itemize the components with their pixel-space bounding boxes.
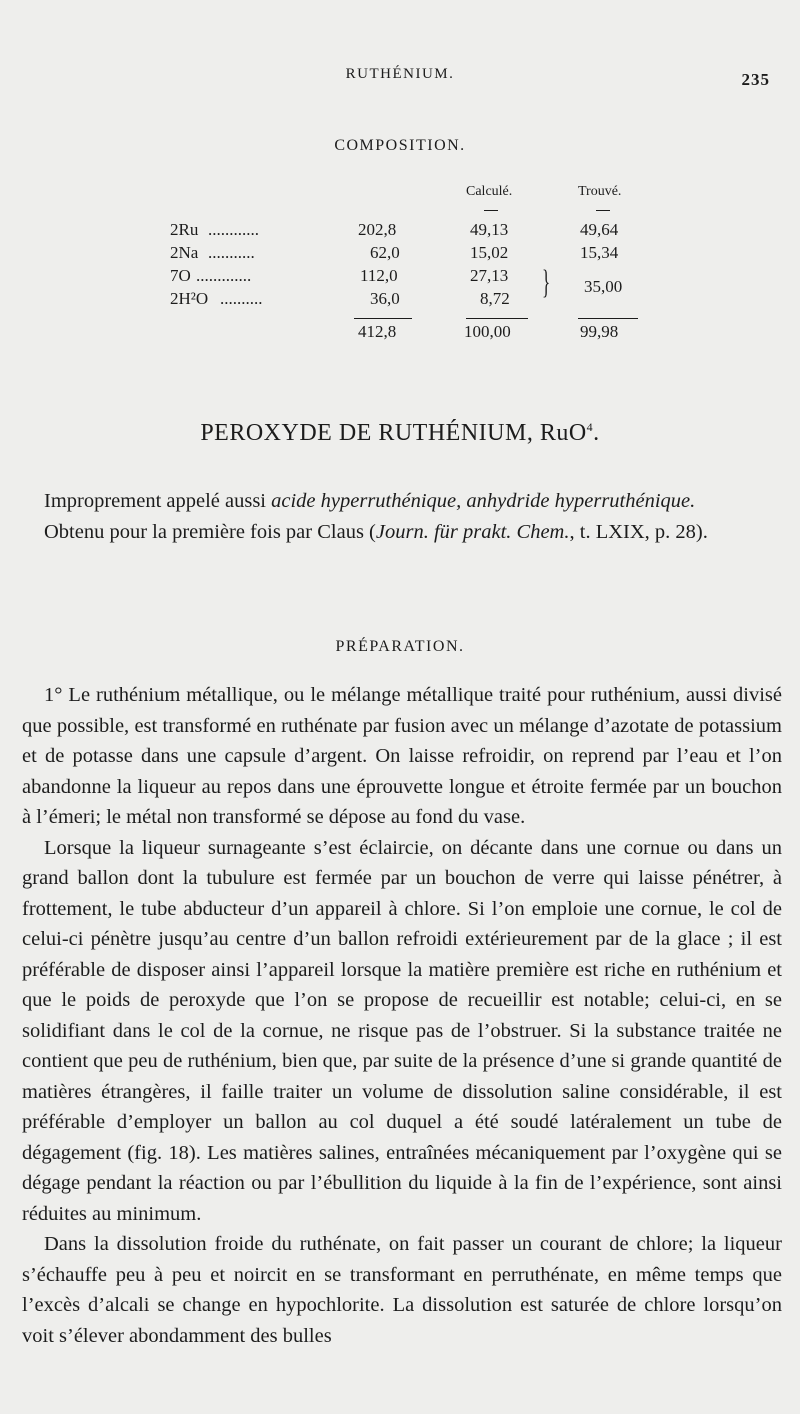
total-rule-weight xyxy=(354,318,412,319)
row-calc: 15,02 xyxy=(470,243,509,262)
intro-paragraph xyxy=(22,486,782,517)
row-calc: 27,13 xyxy=(470,266,509,285)
page-number: 235 xyxy=(741,70,770,89)
body-paragraph: Dans la dissolution froide du ruthénate, on fait passer un courant de chlore; la liqueur s’échauffe peu à peu et noircit en se transformant en perruthénate, en même temps que l’excès d’alcali se change en hypochlorite. La dissolution est saturée de chlore lorsqu’on voit s’élever abondamment des bulles xyxy=(22,1233,782,1347)
row-label: 2H²O xyxy=(170,289,209,308)
row-label: 2Ru xyxy=(170,220,199,239)
title-text: PEROXYDE DE RUTHÉNIUM, RuO xyxy=(200,420,587,446)
intro-paragraph xyxy=(22,517,782,548)
total-rule-calc xyxy=(466,318,528,319)
composition-heading: COMPOSITION. xyxy=(334,137,466,154)
row-calc: 49,13 xyxy=(470,220,509,239)
intro-text-plain: , t. LXIX, p. 28). xyxy=(569,520,708,543)
running-head: RUTHÉNIUM. xyxy=(345,66,455,82)
title-subscript: 4 xyxy=(586,420,594,434)
section-title xyxy=(0,420,800,447)
leader-dots: ............ xyxy=(208,220,259,239)
leader-dots: .......... xyxy=(220,289,263,308)
title-end: . xyxy=(593,420,600,446)
row-label: 2Na xyxy=(170,243,199,262)
row-weight: 36,0 xyxy=(370,289,400,308)
total-calc: 100,00 xyxy=(464,322,511,341)
total-rule-found xyxy=(578,318,638,319)
intro-text xyxy=(22,486,782,547)
body-paragraph: Lorsque la liqueur surnageante s’est éclaircie, on décante dans une cornue ou dans un grand ballon dont la tubulure est fermée par un bouchon de verre qui laisse pénétrer, à frottement, le tube abducteur d’un appareil à chlore. Si l’on emploie une cornue, le col de celui-ci pénètre jusqu’au centre d’un ballon refroidi extérieurement par de la glace ; il est préférable de disposer ainsi l’appareil lorsque la matière première est riche en ruthénium et que le poids de peroxyde que l’on se propose de recueillir est notable; celui-ci, en se solidifiant dans le col de la cornue, ne risque pas de l’obstruer. Si la substance traitée ne contient que peu de ruthénium, bien que, par suite de la présence d’une si grande quantité de matières étrangères, il faille traiter un volume de dissolution saline considérable, il est préférable d’employer un ballon au col duquel a été soudé latéralement un tube de dégagement (fig. 18). Les matières salines, entraînées mécaniquement par l’oxygène qui se dégage pendant la réaction ou par l’ébullition du liquide à la fin de l’expérience, sont ainsi réduites au minimum. xyxy=(22,836,782,1225)
composition-table xyxy=(0,0,800,360)
dash-calc xyxy=(484,210,498,211)
intro-text-italic: acide hyperruthénique, anhydride hyperruthénique. xyxy=(271,490,696,512)
row-weight: 202,8 xyxy=(358,220,397,239)
row-label: 7O xyxy=(170,266,191,285)
row-weight: 62,0 xyxy=(370,243,400,262)
dash-found xyxy=(596,210,610,211)
row-weight: 112,0 xyxy=(360,266,398,285)
body-paragraph: 1° Le ruthénium métallique, ou le mélange métallique traité pour ruthénium, aussi divisé que possible, est transformé en ruthénate par fusion avec un mélange d’azotate de potassium et de potasse dans une capsule d’argent. On laisse refroidir, on reprend par l’eau et l’on abandonne la liqueur au repos dans une éprouvette longue et étroite fermée par un bouchon à l’émeri; le métal non transformé se dépose au fond du vase. xyxy=(22,684,782,828)
preparation-heading: PRÉPARATION. xyxy=(335,638,465,655)
row-found: 15,34 xyxy=(580,243,619,262)
total-weight: 412,8 xyxy=(358,322,397,341)
col-header-calcule: Calculé. xyxy=(466,184,513,199)
intro-text-plain: Obtenu pour la première fois par Claus ( xyxy=(44,520,376,543)
intro-text-plain: Improprement appelé aussi xyxy=(44,490,272,512)
row-calc: 8,72 xyxy=(480,289,510,308)
right-brace: } xyxy=(542,264,551,301)
preparation-text xyxy=(22,680,782,1351)
col-header-trouve: Trouvé. xyxy=(578,184,622,199)
row-found: 49,64 xyxy=(580,220,619,239)
leader-dots: ........... xyxy=(208,243,255,262)
leader-dots: ............. xyxy=(196,266,252,285)
citation-italic: Journ. für prakt. Chem. xyxy=(375,520,570,543)
total-found: 99,98 xyxy=(580,322,619,341)
found-combined: 35,00 xyxy=(584,277,623,296)
